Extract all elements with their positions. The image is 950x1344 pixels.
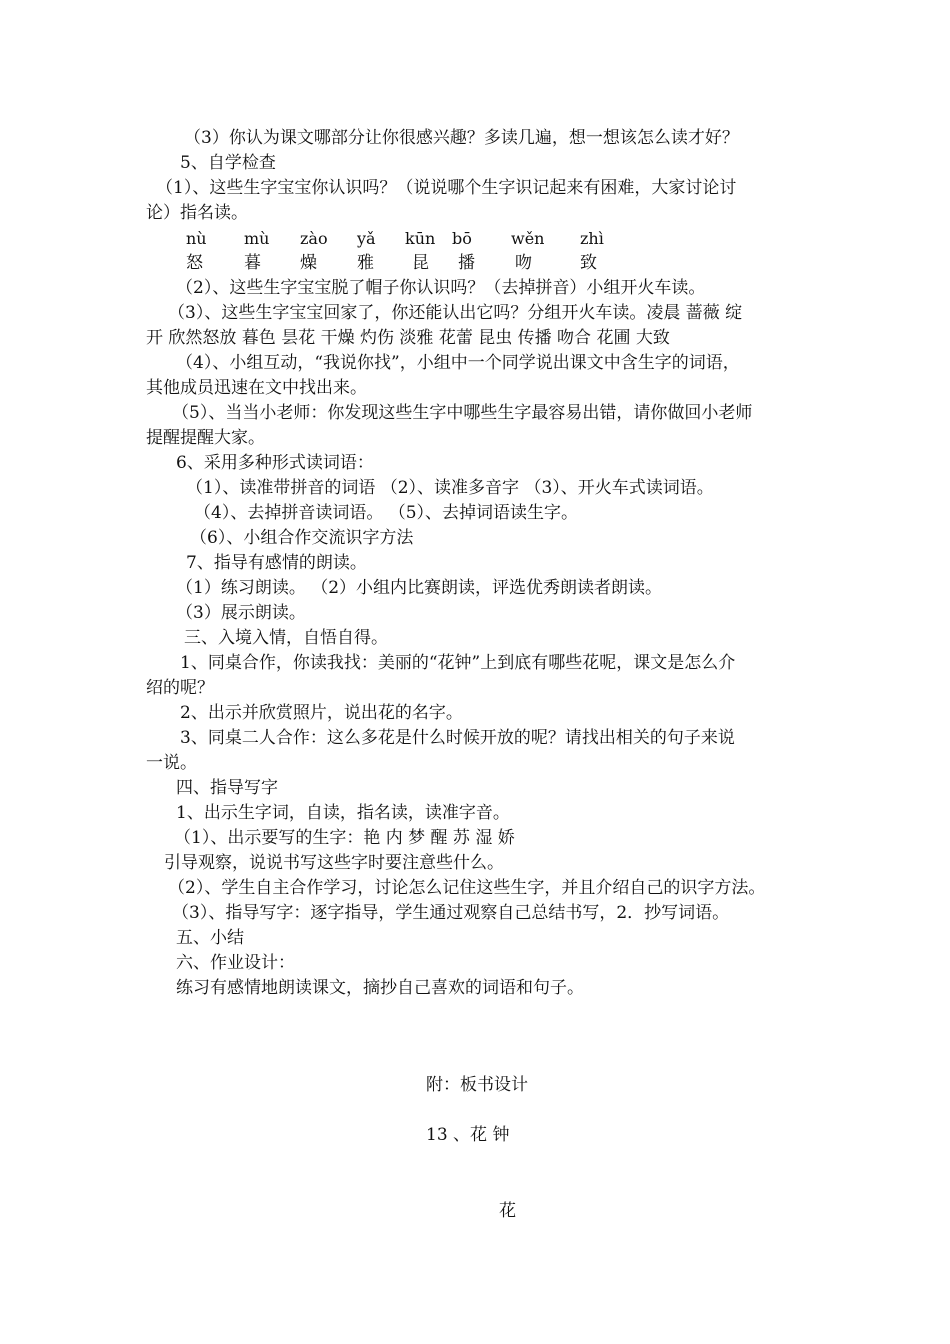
- text-line: 绍的呢？: [146, 678, 214, 698]
- pinyin-item: bō: [452, 229, 472, 248]
- text-line: （3）、指导写字：逐字指导，学生通过观察自己总结书写，2．抄写词语。: [172, 903, 730, 923]
- section-heading: 6、采用多种形式读词语：: [176, 453, 374, 473]
- text-line: 1、同桌合作，你读我找：美丽的“花钟”上到底有哪些花呢，课文是怎么介: [180, 653, 736, 673]
- pinyin-item: kūn: [405, 229, 436, 248]
- text-line: （2）、这些生字宝宝脱了帽子你认识吗？（去掉拼音）小组开火车读。: [176, 278, 706, 298]
- board-heading: 附：板书设计: [426, 1075, 528, 1095]
- hanzi-item: 播: [458, 253, 475, 273]
- hanzi-item: 昆: [412, 253, 429, 273]
- text-line: 3、同桌二人合作：这么多花是什么时候开放的呢？请找出相关的句子来说: [180, 728, 735, 748]
- hanzi-item: 雅: [357, 253, 374, 273]
- section-heading: 四、指导写字: [176, 778, 278, 798]
- section-heading: 五、小结: [176, 928, 244, 948]
- text-line: （3）展示朗读。: [176, 603, 306, 623]
- text-line: 一说。: [146, 753, 197, 773]
- text-line: （3）、这些生字宝宝回家了，你还能认出它吗？分组开火车读。凌晨 蔷薇 绽: [168, 303, 743, 323]
- section-heading: 5、自学检查: [180, 153, 276, 173]
- section-heading: 六、作业设计：: [176, 953, 295, 973]
- text-line: （1）、出示要写的生字：艳 内 梦 醒 苏 湿 娇: [174, 828, 515, 848]
- text-line: 1、出示生字词，自读，指名读，读准字音。: [176, 803, 510, 823]
- text-line: 其他成员迅速在文中找出来。: [146, 378, 367, 398]
- text-line: （1）、读准带拼音的词语 （2）、读准多音字 （3）、开火车式读词语。: [186, 478, 714, 498]
- text-line: 引导观察，说说书写这些字时要注意些什么。: [164, 853, 504, 873]
- section-heading: 三、入境入情，自悟自得。: [184, 628, 388, 648]
- text-line: 练习有感情地朗读课文，摘抄自己喜欢的词语和句子。: [176, 978, 584, 998]
- text-line: 2、出示并欣赏照片，说出花的名字。: [180, 703, 463, 723]
- text-line: 论）指名读。: [146, 203, 248, 223]
- text-line: （5）、当当小老师：你发现这些生字中哪些生字最容易出错，请你做回小老师: [172, 403, 753, 423]
- text-line: （6）、小组合作交流识字方法: [190, 528, 414, 548]
- text-line: （1）练习朗读。 （2）小组内比赛朗读，评选优秀朗读者朗读。: [176, 578, 663, 598]
- hanzi-item: 怒: [186, 253, 203, 273]
- text-line: （4）、小组互动，“我说你找”，小组中一个同学说出课文中含生字的词语，: [176, 353, 740, 373]
- section-heading: 7、指导有感情的朗读。: [186, 553, 367, 573]
- pinyin-item: nù: [186, 229, 207, 248]
- pinyin-item: zhì: [580, 229, 604, 248]
- text-line: （2）、学生自主合作学习，讨论怎么记住这些生字，并且介绍自己的识字方法。: [168, 878, 766, 898]
- hanzi-item: 致: [580, 253, 597, 273]
- hanzi-item: 吻: [515, 253, 532, 273]
- pinyin-item: wěn: [511, 229, 545, 248]
- text-line: （4）、去掉拼音读词语。 （5）、去掉词语读生字。: [194, 503, 579, 523]
- pinyin-item: mù: [244, 229, 270, 248]
- text-line: 开 欣然怒放 暮色 昙花 干燥 灼伤 淡雅 花蕾 昆虫 传播 吻合 花圃 大致: [146, 328, 670, 348]
- pinyin-item: yǎ: [357, 229, 376, 248]
- hanzi-item: 暮: [244, 253, 261, 273]
- board-char: 花: [499, 1201, 516, 1221]
- text-line: （3）你认为课文哪部分让你很感兴趣？多读几遍，想一想该怎么读才好？: [184, 128, 739, 148]
- text-line: （1）、这些生字宝宝你认识吗？（说说哪个生字识记起来有困难，大家讨论讨: [156, 178, 737, 198]
- pinyin-item: zào: [300, 229, 328, 248]
- text-line: 提醒提醒大家。: [146, 428, 265, 448]
- hanzi-item: 燥: [300, 253, 317, 273]
- board-title: 13 、花 钟: [426, 1125, 510, 1145]
